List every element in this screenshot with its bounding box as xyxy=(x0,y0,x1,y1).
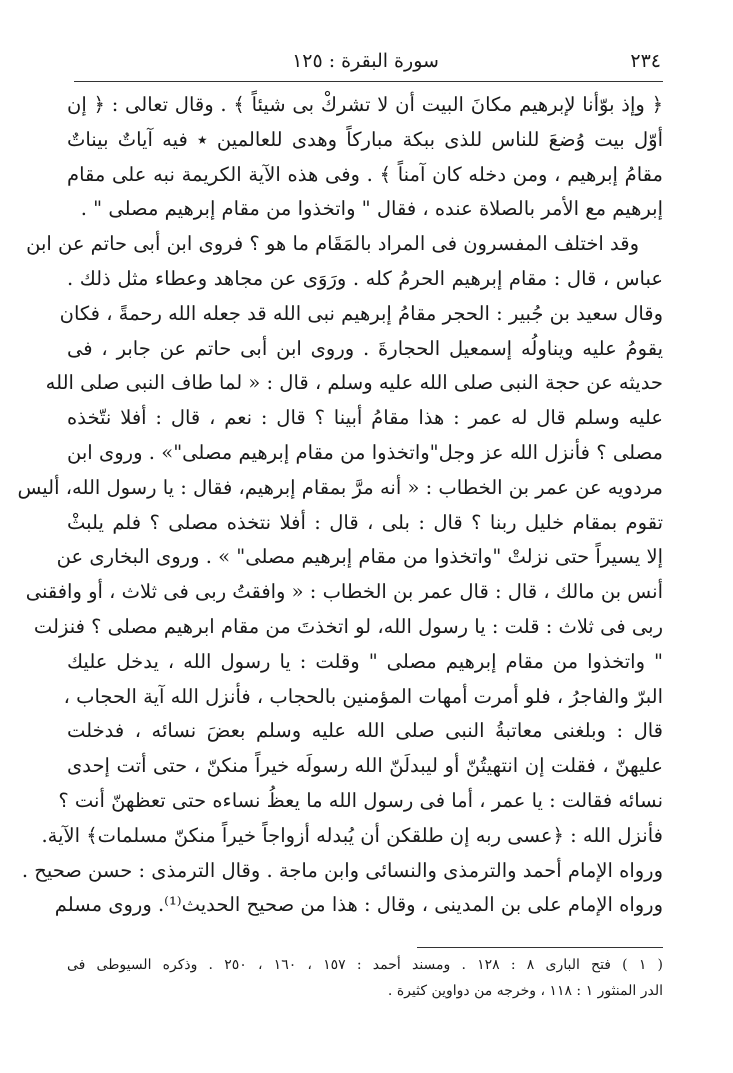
text-line: عباس ، قال : مقام إبرهيم الحرمُ كله . ورَوَى عن مجاهد وعطاء مثل ذلك . xyxy=(67,266,663,290)
text-line: إلا يسيراً حتى نزلتْ "واتخذوا من مقام إبرهيم مصلى" » . وروى البخارى عن xyxy=(56,545,663,569)
text-line: ورواه الإمام أحمد والترمذى والنسائى وابن ماجة . وقال الترمذى : حسن صحيح . xyxy=(21,858,663,882)
footnote-line: الدر المنثور ١ : ١١٨ ، وخرجه من دواوين كثيرة . xyxy=(387,983,663,999)
text-line: وقال سعيد بن جُبير : الحجر مقامُ إبرهيم نبى الله قد جعله الله رحمةً ، فكان xyxy=(59,301,663,325)
text-line: وقد اختلف المفسرون فى المراد بالمَقَام ما هو ؟ فروى ابن أبى حاتم عن ابن xyxy=(26,232,639,256)
text-line: ﴿ وإذ بوّأنا لإبرهيم مكانَ البيت أن لا تشركْ بى شيئاً ﴾ . وقال تعالى : ﴿ إن xyxy=(67,93,663,116)
text-line: تقوم بمقام خليل ربنا ؟ قال : بلى ، قال : أفلا نتخذه مصلى ؟ فلم يلبثْ xyxy=(67,510,663,534)
header-rule xyxy=(74,81,663,82)
text-line: البرّ والفاجرُ ، فلو أمرت أمهات المؤمنين بالحجاب ، فأنزل الله آية الحجاب ، xyxy=(63,684,663,708)
text-line: أنس بن مالك ، قال : قال عمر بن الخطاب : « وافقتُ ربى فى ثلاث ، أو وافقنى xyxy=(25,580,663,604)
running-title: سورة البقرة : ١٢٥ xyxy=(292,50,439,72)
footnote-line: ( ١ ) فتح البارى ٨ : ١٢٨ . ومسند أحمد : ١٥٧ ، ١٦٠ ، ٢٥٠ . وذكره السيوطى فى xyxy=(67,957,664,973)
text-line: فأنزل الله : ﴿عسى ربه إن طلقكن أن يُبدله أزواجاً خيراً منكنّ مسلمات﴾ الآية. xyxy=(41,823,663,847)
text-line: مردويه عن عمر بن الخطاب : « أنه مرَّ بمقام إبرهيم، فقال : يا رسول الله، أليس xyxy=(17,475,663,499)
text-line: مصلى ؟ فأنزل الله عز وجل"واتخذوا من مقام إبرهيم مصلى"» . وروى ابن xyxy=(67,440,663,464)
text-line: مقامُ إبرهيم ، ومن دخله كان آمناً ﴾ . وفى هذه الآية الكريمة نبه على مقام xyxy=(67,162,663,186)
page-number: ٢٣٤ xyxy=(630,50,661,72)
page-header xyxy=(70,44,661,74)
text-line: عليه وسلم قال له عمر : هذا مقامُ أبينا ؟ قال : نعم ، قال : أفلا نتّخذه xyxy=(67,406,663,430)
footnote-rule xyxy=(417,947,663,948)
text-line: حديثه عن حجة النبى صلى الله عليه وسلم ، قال : « لما طاف النبى صلى الله xyxy=(45,371,663,395)
footnotes xyxy=(67,952,663,1004)
text-line: نسائه فقالت : يا عمر ، أما فى رسول الله ما يعظُ نساءه حتى تعظهنّ أنت ؟ xyxy=(58,788,663,812)
text-line: يقومُ عليه ويناولُه إسمعيل الحجارةَ . وروى ابن أبى حاتم عن جابر ، فى xyxy=(67,336,663,360)
text-line: ربى فى ثلاث : قلت : يا رسول الله، لو اتخذتَ من مقام ابرهيم مصلى ؟ فنزلت xyxy=(33,614,663,638)
body-text xyxy=(17,88,663,923)
text-line: أوّل بيت وُضعَ للناس للذى ببكة مباركاً وهدى للعالمين ٭ فيه آياتٌ بيناتٌ xyxy=(67,127,663,151)
text-line: قال : وبلغنى معاتبةُ النبى صلى الله عليه وسلم بعضَ نسائه ، فدخلت xyxy=(67,719,663,743)
text-line: إبرهيم مع الأمر بالصلاة عنده ، فقال " واتخذوا من مقام إبرهيم مصلى " . xyxy=(80,197,663,221)
text-line: ورواه الإمام على بن المدينى ، وقال : هذا من صحيح الحديث⁽¹⁾. وروى مسلم xyxy=(54,893,663,917)
text-line: عليهنّ ، فقلت إن انتهيتُنّ أو ليبدلَنّ الله رسولَه خيراً منكنّ ، حتى أتت إحدى xyxy=(67,754,663,778)
text-line: " واتخذوا من مقام إبرهيم مصلى " وقلت : يا رسول الله ، يدخل عليك xyxy=(67,649,663,673)
